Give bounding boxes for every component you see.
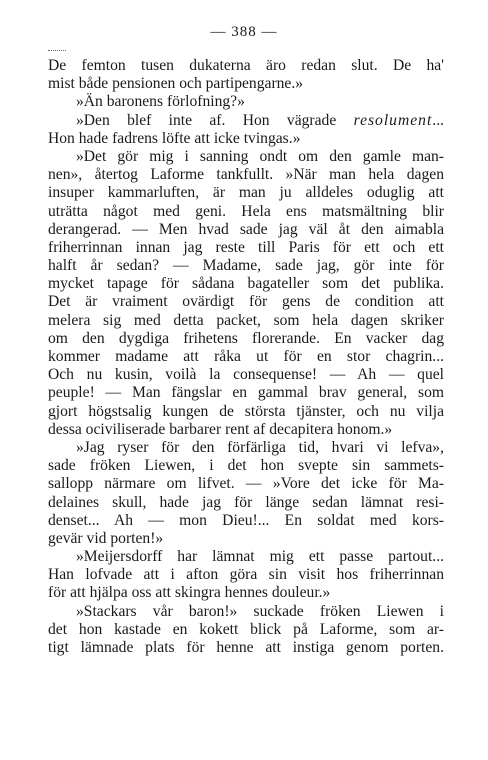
text-line	[48, 457, 444, 475]
text-line-content: det hon kastade en kokett blick på Laforme, som ar-	[48, 620, 444, 638]
text-line	[48, 494, 444, 512]
text-line	[48, 475, 444, 493]
text-line	[48, 166, 444, 184]
text-line-content: Och nu kusin, voilà la consequense! — Ah — quel	[48, 366, 444, 384]
text-line	[48, 421, 444, 439]
text-line-content: kommer madame att råka ut för en stor chagrin...	[48, 348, 444, 365]
text-line	[48, 312, 444, 330]
text-line-content: sallopp närmare om lifvet. — »Vore det icke för Ma-	[48, 475, 444, 493]
text-line-content: gevär vid porten!»	[48, 529, 164, 547]
text-line-content: »Jag ryser för den förfärliga tid, hvari vi lefva»,	[76, 438, 444, 456]
text-line	[48, 439, 444, 457]
text-line-content: »Den blef inte af. Hon vägrade	[76, 111, 354, 129]
text-line-content: mycket tapage för sådana bagateller som det publika.	[48, 275, 444, 293]
text-line-content: tigt lämnade plats för henne att instiga genom porten.	[48, 639, 444, 656]
text-line	[48, 584, 444, 602]
text-line	[48, 275, 444, 293]
text-line	[48, 203, 444, 221]
text-line-content: mist både pensionen och partipengarne.»	[48, 75, 304, 93]
text-line	[48, 348, 444, 366]
text-line-content: uträtta något med geni. Hela ens matsmältning blir	[48, 202, 444, 220]
text-line	[48, 112, 444, 130]
text-line-content: Hon hade fadrens löfte att icke tvingas.»	[48, 129, 301, 147]
text-line-content: sade fröken Liewen, i det hon svepte sin sammets-	[48, 457, 444, 475]
text-line	[48, 257, 444, 275]
text-line-content: halft år sedan? — Madame, sade jag, gör inte för	[48, 257, 444, 275]
text-line	[48, 93, 444, 111]
text-line-content: om den dygdiga frihetens florerande. En vacker dag	[48, 329, 444, 347]
text-line	[48, 221, 444, 239]
text-line	[48, 184, 444, 202]
text-line-content: delaines skull, hade jag för länge sedan lämnat resi-	[48, 493, 444, 511]
text-line-content: peuple! — Man fängslar en gammal brav general, som	[48, 384, 444, 402]
text-line	[48, 148, 444, 166]
text-line	[48, 512, 444, 530]
text-line-content: derangerad. — Men hvad sade jag väl åt den aimabla	[48, 220, 444, 238]
text-line-content: Han lofvade att i afton göra sin visit hos friherrinnan	[48, 566, 444, 584]
text-line-content: »Meijersdorff har lämnat mig ett passe partout...	[76, 548, 444, 566]
text-line	[48, 639, 444, 657]
text-line-content: »Stackars vår baron!» suckade fröken Liewen i	[76, 602, 444, 620]
text-line-content: »Det gör mig i sanning ondt om den gamle man-	[76, 147, 444, 165]
text-line-content: melera sig med detta packet, som hela dagen skriker	[48, 311, 444, 329]
text-line-content: för att hjälpa oss att skingra hennes douleur.»	[48, 584, 331, 602]
text-line	[48, 330, 444, 348]
text-line	[48, 130, 444, 148]
text-line	[48, 75, 444, 93]
ellipsis: ...	[432, 111, 444, 129]
text-line-content: nen», återtog Laforme tankfullt. »När man hela dagen	[48, 166, 444, 184]
text-line	[48, 621, 444, 639]
text-line	[48, 530, 444, 548]
text-line	[48, 403, 444, 421]
text-line-content: dessa ociviliserade barbarer rent af decapitera honom.»	[48, 420, 393, 438]
page-number: — 388 —	[210, 24, 278, 40]
emphasized-word: resolument	[353, 111, 433, 129]
text-line	[48, 366, 444, 384]
text-line	[48, 548, 444, 566]
text-line	[48, 384, 444, 402]
text-line-content: Det är vraiment ovärdigt för gens de condition att	[48, 293, 444, 311]
text-line-content: denset... Ah — mon Dieu!... En soldat med kors-	[48, 511, 444, 529]
text-line	[48, 566, 444, 584]
text-line	[48, 239, 444, 257]
text-line	[48, 57, 444, 75]
text-line-content: De femton tusen dukaterna äro redan slut. De ha'	[48, 57, 444, 74]
text-line-content: friherrinnan innan jag reste till Paris för ett och ett	[48, 238, 444, 256]
printer-mark	[48, 50, 66, 52]
body-text	[48, 57, 444, 657]
text-line-content: insuper kammarluften, är man ju alldeles oduglig att	[48, 184, 444, 202]
text-line-content: »Än baronens förlofning?»	[76, 93, 245, 111]
text-line	[48, 293, 444, 311]
text-line	[48, 603, 444, 621]
text-line-content: gjort högstsalig kungen de största tjänster, och nu vilja	[48, 402, 444, 420]
